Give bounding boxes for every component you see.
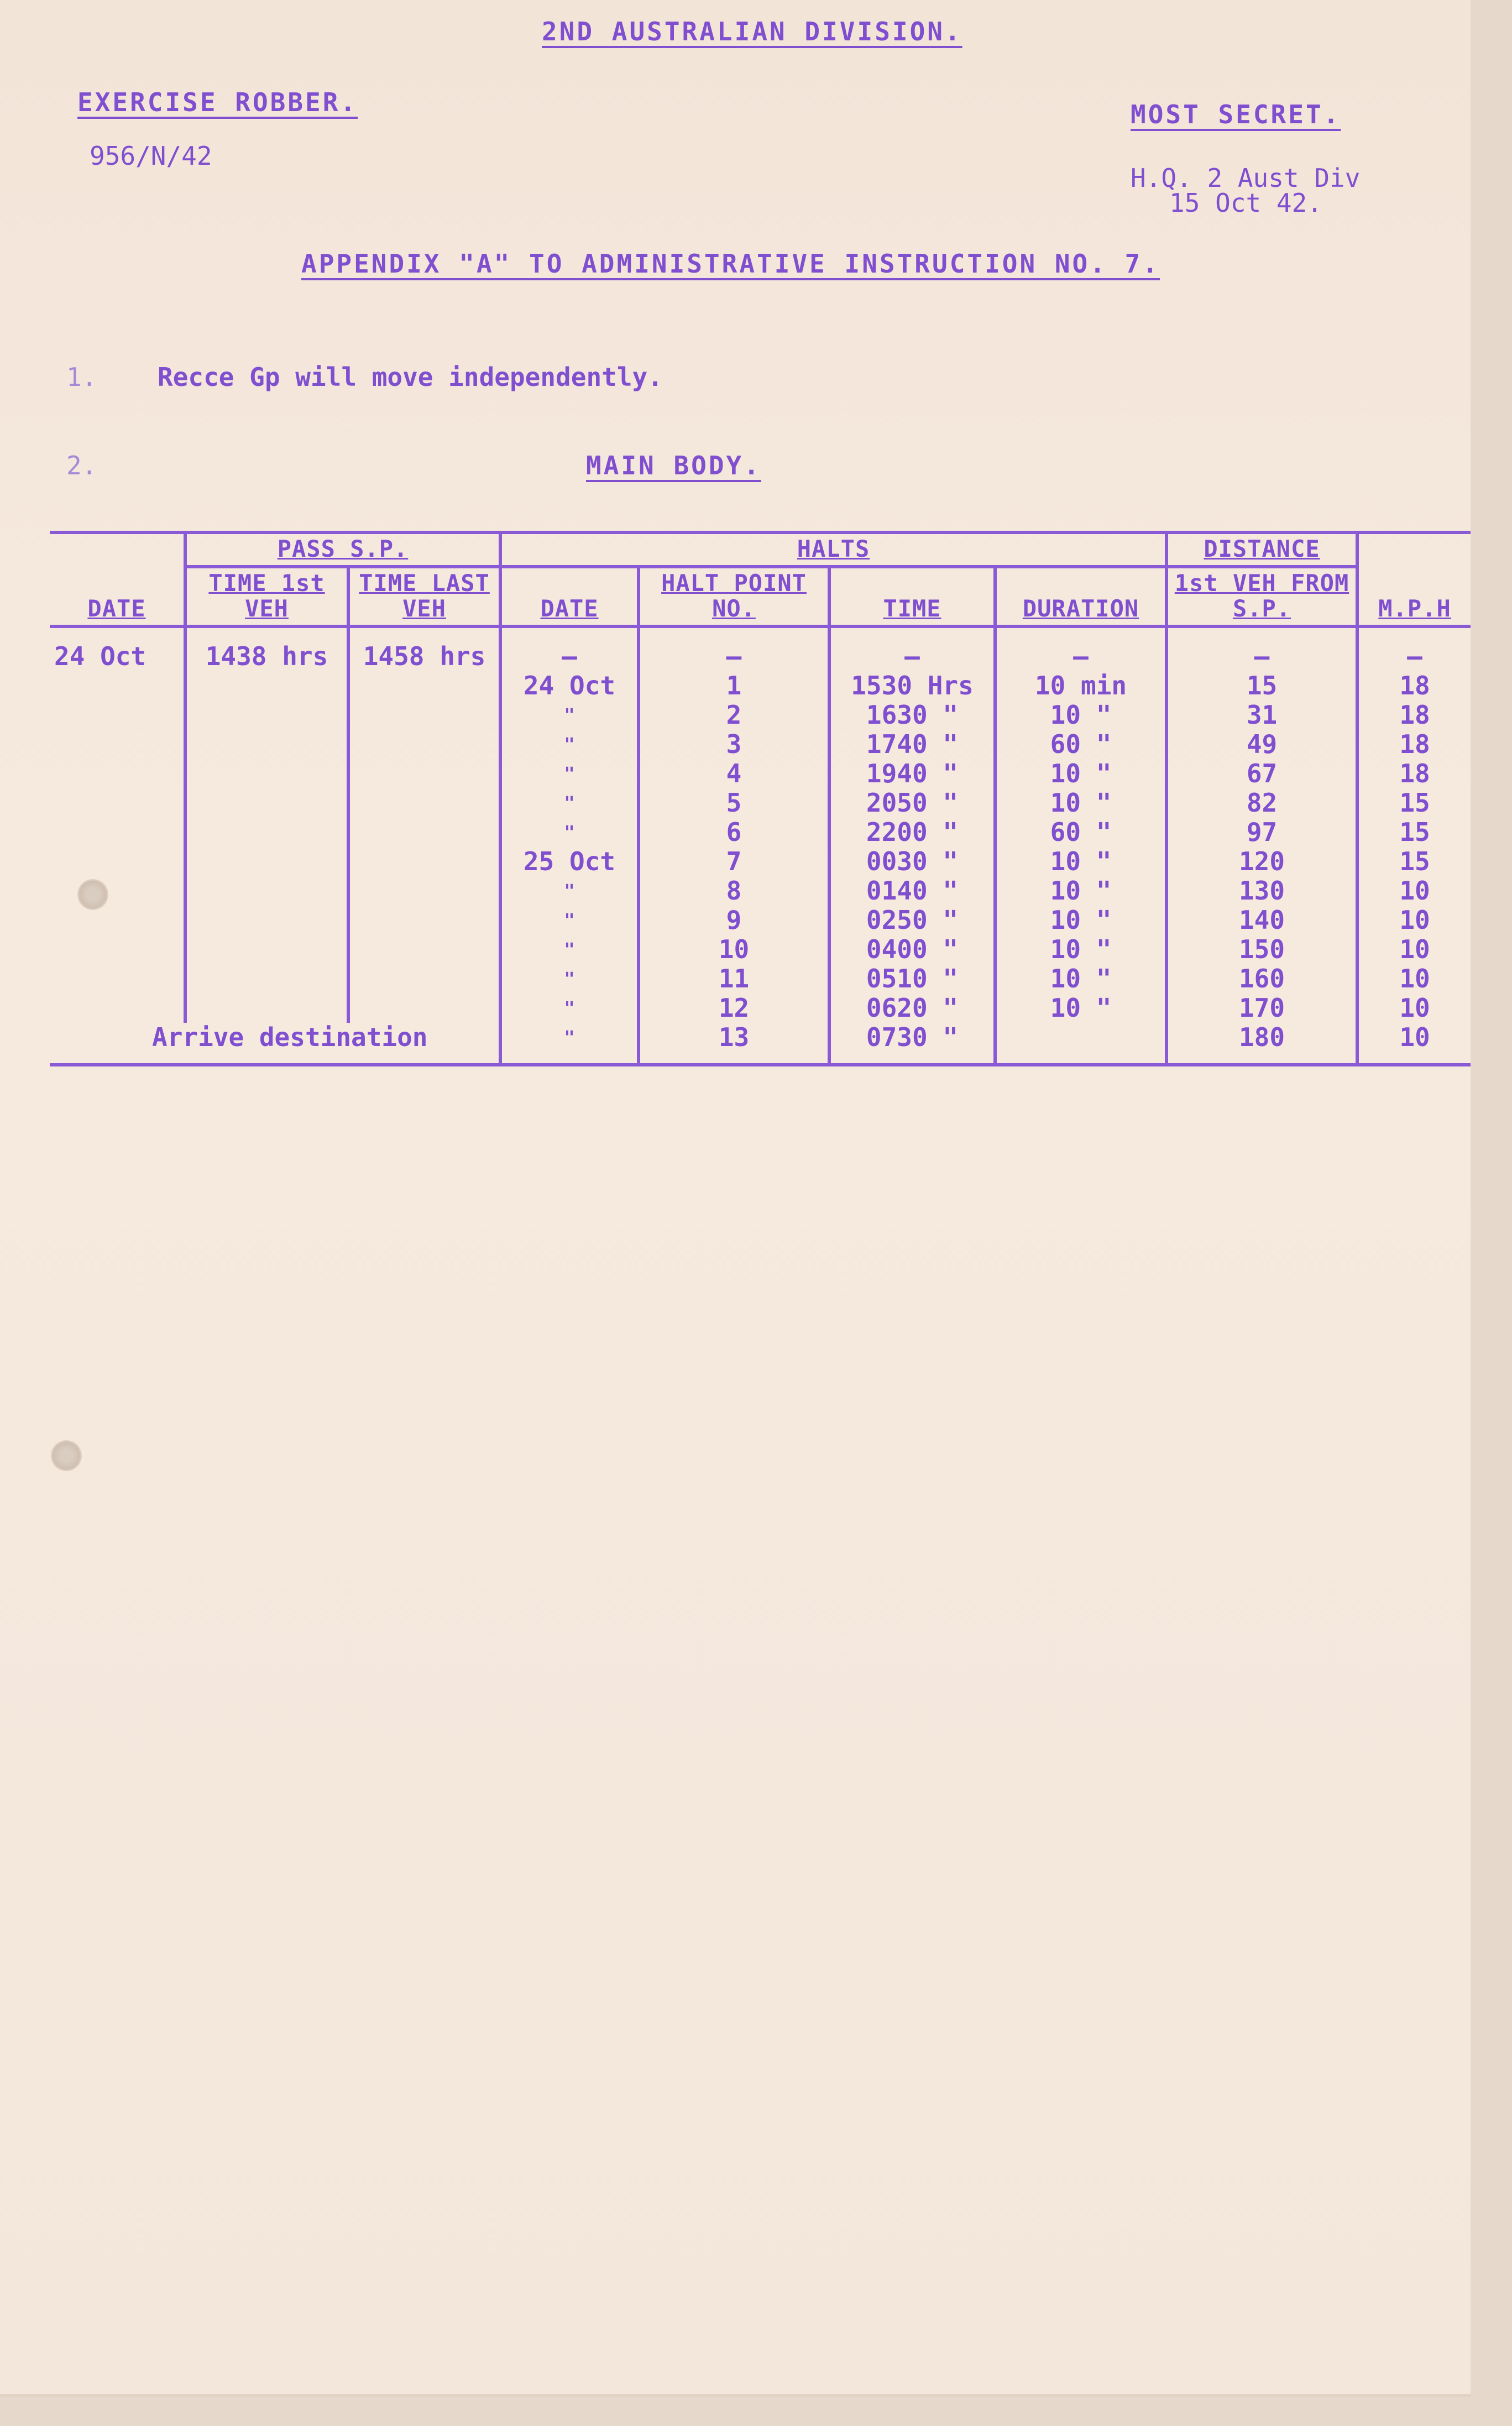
halt-row	[50, 730, 1471, 759]
halt-date-spacer	[50, 730, 185, 759]
halt-mph: 10	[1357, 964, 1471, 994]
halt-date: "	[500, 818, 639, 847]
halt-point-number: 10	[639, 935, 829, 964]
halt-mph: 18	[1357, 700, 1471, 730]
col-time: TIME	[829, 567, 995, 626]
start-date: 24 Oct	[54, 641, 147, 671]
start-time-last-veh: 1458 hrs	[348, 626, 500, 671]
halt-row	[50, 788, 1471, 818]
halt-duration	[995, 1023, 1166, 1065]
halt-pass-1st-spacer	[185, 788, 348, 818]
halt-pass-1st-spacer	[185, 906, 348, 935]
halt-point-number: 2	[639, 700, 829, 730]
page-edge-bottom	[0, 2397, 1512, 2426]
halt-time: 0140 "	[829, 876, 995, 906]
division-heading: 2ND AUSTRALIAN DIVISION.	[542, 17, 962, 46]
halt-row	[50, 876, 1471, 906]
halt-duration: 10 "	[995, 700, 1166, 730]
halt-date: 24 Oct	[500, 671, 639, 700]
halt-mph: 18	[1357, 730, 1471, 759]
halt-date-spacer	[50, 876, 185, 906]
halt-date: 25 Oct	[500, 847, 639, 876]
col-halt-date: DATE	[500, 567, 639, 626]
halt-row	[50, 759, 1471, 788]
halt-pass-last-spacer	[348, 964, 500, 994]
halt-date-spacer	[50, 906, 185, 935]
halt-duration: 10 "	[995, 994, 1166, 1023]
halt-distance: 160	[1166, 964, 1357, 994]
halt-duration: 10 "	[995, 906, 1166, 935]
start-halt-point: —	[639, 626, 829, 671]
halt-mph: 18	[1357, 671, 1471, 700]
halt-row	[50, 1023, 1471, 1065]
halt-time: 0250 "	[829, 906, 995, 935]
halt-date-spacer	[50, 964, 185, 994]
halt-pass-last-spacer	[348, 700, 500, 730]
halt-pass-last-spacer	[348, 994, 500, 1023]
halt-row	[50, 906, 1471, 935]
halt-date-spacer	[50, 788, 185, 818]
halt-pass-last-spacer	[348, 788, 500, 818]
col-duration: DURATION	[995, 567, 1166, 626]
halt-date: "	[500, 700, 639, 730]
punch-hole-lower	[51, 1440, 82, 1471]
halt-pass-1st-spacer	[185, 935, 348, 964]
halt-row	[50, 671, 1471, 700]
halt-date-spacer	[50, 671, 185, 700]
para1-number: 1.	[66, 362, 97, 392]
halt-duration: 10 "	[995, 847, 1166, 876]
halt-date-spacer	[50, 700, 185, 730]
halt-date-spacer	[50, 818, 185, 847]
start-distance: —	[1166, 626, 1357, 671]
halt-date: "	[500, 759, 639, 788]
para1-text: Recce Gp will move independently.	[158, 362, 663, 392]
start-halt-date: —	[500, 626, 639, 671]
halt-point-number: 3	[639, 730, 829, 759]
halt-mph: 10	[1357, 994, 1471, 1023]
start-time-1st-veh: 1438 hrs	[185, 626, 348, 671]
halt-date-spacer	[50, 847, 185, 876]
group-pass-sp: PASS S.P.	[185, 532, 500, 567]
halt-distance: 49	[1166, 730, 1357, 759]
halt-point-number: 11	[639, 964, 829, 994]
col-halt-point: HALT POINT NO.	[639, 567, 829, 626]
halt-distance: 130	[1166, 876, 1357, 906]
halt-distance: 82	[1166, 788, 1357, 818]
halt-pass-1st-spacer	[185, 700, 348, 730]
para2-heading: MAIN BODY.	[586, 451, 761, 480]
appendix-title: APPENDIX "A" TO ADMINISTRATIVE INSTRUCTION NO. 7.	[301, 249, 1160, 279]
halt-pass-1st-spacer	[185, 847, 348, 876]
halt-pass-last-spacer	[348, 671, 500, 700]
halt-point-number: 4	[639, 759, 829, 788]
halt-mph: 10	[1357, 876, 1471, 906]
halt-pass-last-spacer	[348, 818, 500, 847]
col-date: DATE	[50, 532, 185, 626]
col-distance: 1st VEH FROM S.P.	[1166, 567, 1357, 626]
start-time: —	[829, 626, 995, 671]
halt-date: "	[500, 935, 639, 964]
halt-duration: 60 "	[995, 818, 1166, 847]
halt-duration: 10 "	[995, 964, 1166, 994]
halt-pass-1st-spacer	[185, 964, 348, 994]
halt-pass-last-spacer	[348, 847, 500, 876]
halt-pass-1st-spacer	[185, 671, 348, 700]
halt-pass-last-spacer	[348, 730, 500, 759]
halt-date-spacer	[50, 935, 185, 964]
halts-table	[50, 531, 1471, 1066]
halt-distance: 120	[1166, 847, 1357, 876]
halt-distance: 140	[1166, 906, 1357, 935]
halt-time: 1940 "	[829, 759, 995, 788]
halt-point-number: 13	[639, 1023, 829, 1065]
start-mph: —	[1357, 626, 1471, 671]
halt-duration: 10 "	[995, 876, 1166, 906]
start-duration: —	[995, 626, 1166, 671]
halt-time: 0030 "	[829, 847, 995, 876]
halt-distance: 150	[1166, 935, 1357, 964]
col-time-1st-veh: TIME 1st VEH	[185, 567, 348, 626]
halt-point-number: 12	[639, 994, 829, 1023]
hq-line: H.Q. 2 Aust Div	[1131, 163, 1361, 193]
halt-date: "	[500, 730, 639, 759]
halt-point-number: 7	[639, 847, 829, 876]
halt-pass-1st-spacer	[185, 994, 348, 1023]
halt-distance: 97	[1166, 818, 1357, 847]
halt-mph: 10	[1357, 935, 1471, 964]
halt-pass-1st-spacer	[185, 759, 348, 788]
halt-pass-last-spacer	[348, 759, 500, 788]
halt-row	[50, 964, 1471, 994]
halt-distance: 15	[1166, 671, 1357, 700]
halt-mph: 10	[1357, 906, 1471, 935]
halt-time: 2050 "	[829, 788, 995, 818]
halt-time: 0620 "	[829, 994, 995, 1023]
para2-number: 2.	[66, 451, 97, 480]
group-distance: DISTANCE	[1166, 532, 1357, 567]
exercise-name: EXERCISE ROBBER.	[77, 87, 358, 117]
halt-time: 1530 Hrs	[829, 671, 995, 700]
halt-time: 0730 "	[829, 1023, 995, 1065]
halt-date-spacer	[50, 994, 185, 1023]
document-date: 15 Oct 42.	[1169, 188, 1322, 218]
halt-pass-last-spacer	[348, 876, 500, 906]
halt-mph: 15	[1357, 818, 1471, 847]
halt-pass-1st-spacer	[185, 876, 348, 906]
halt-distance: 170	[1166, 994, 1357, 1023]
halt-pass-last-spacer	[348, 906, 500, 935]
halt-time: 2200 "	[829, 818, 995, 847]
halt-time: 1630 "	[829, 700, 995, 730]
halt-date: "	[500, 994, 639, 1023]
halt-row	[50, 847, 1471, 876]
halt-row	[50, 994, 1471, 1023]
halt-row	[50, 935, 1471, 964]
halt-mph: 15	[1357, 847, 1471, 876]
halt-row	[50, 700, 1471, 730]
col-mph: M.P.H	[1357, 532, 1471, 626]
classification: MOST SECRET.	[1131, 100, 1341, 129]
halt-time: 0400 "	[829, 935, 995, 964]
halt-mph: 18	[1357, 759, 1471, 788]
halt-point-number: 8	[639, 876, 829, 906]
halt-date: "	[500, 788, 639, 818]
halt-date: "	[500, 964, 639, 994]
page-edge-right	[1471, 0, 1512, 2426]
halt-point-number: 9	[639, 906, 829, 935]
halt-duration: 60 "	[995, 730, 1166, 759]
col-time-last-veh: TIME LAST VEH	[348, 567, 500, 626]
group-halts: HALTS	[500, 532, 1166, 567]
halt-distance: 31	[1166, 700, 1357, 730]
start-row	[50, 626, 1471, 671]
halt-pass-last-spacer	[348, 935, 500, 964]
halt-time: 1740 "	[829, 730, 995, 759]
file-reference: 956/N/42	[90, 141, 212, 171]
halt-time: 0510 "	[829, 964, 995, 994]
halt-pass-1st-spacer	[185, 730, 348, 759]
halt-date: "	[500, 906, 639, 935]
halt-duration: 10 min	[995, 671, 1166, 700]
halt-distance: 67	[1166, 759, 1357, 788]
halt-date: "	[500, 876, 639, 906]
halt-row	[50, 818, 1471, 847]
halt-distance: 180	[1166, 1023, 1357, 1065]
halt-duration: 10 "	[995, 759, 1166, 788]
halt-point-number: 5	[639, 788, 829, 818]
halt-date-spacer	[50, 759, 185, 788]
halt-pass-1st-spacer	[185, 818, 348, 847]
halt-mph: 10	[1357, 1023, 1471, 1065]
arrive-destination-label: Arrive destination	[50, 1023, 500, 1065]
halt-duration: 10 "	[995, 935, 1166, 964]
halt-point-number: 6	[639, 818, 829, 847]
halt-mph: 15	[1357, 788, 1471, 818]
halt-date: "	[500, 1023, 639, 1065]
halt-duration: 10 "	[995, 788, 1166, 818]
halt-point-number: 1	[639, 671, 829, 700]
